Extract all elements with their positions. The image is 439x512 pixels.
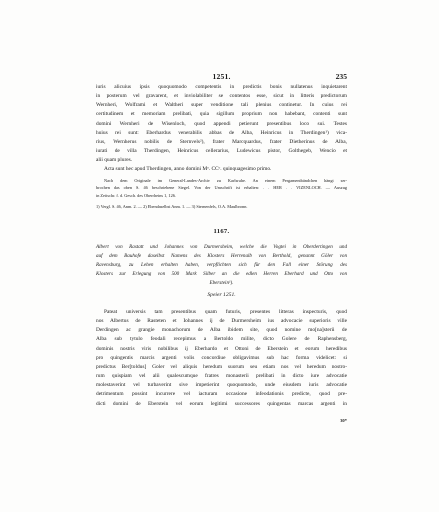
closing-line: Acta sunt hec apud Therdingen, anno domini Mᵒ. CCᵒ. quinquagesimo primo. <box>104 166 272 173</box>
text-line: molestaverint vel turbaverint sive impetierint quoquomodo, unde eiusdem iuris advocatie <box>96 382 347 389</box>
text-line: dicti domini de Eberstein vel eorum legitimi successores quingentas marcas argenti in <box>96 400 347 407</box>
source-note-text <box>96 177 347 199</box>
text-line: in posterum vel gravarent, et inviolabiliter se contentos esse, sicut in litteris predictorum <box>96 93 347 100</box>
text-line: predictus Ber[toldus] Goler vel aliquis heredum suorum seu etiam nos vel heredum nostro- <box>96 363 347 370</box>
page-number: 235 <box>335 72 347 81</box>
text-line: domini Wernheri de Wisenloch, quod appendi petierunt presentibus loco sui. Testes <box>96 120 347 127</box>
text-line: alii quam plures. <box>96 157 133 164</box>
note-line: brochen das oben S. 46 beschriebene Siegel. Von der Umschrift ist erhalten: . . HER . . VIZENLOCH. — Auszug <box>96 185 347 191</box>
text-line: Alba sub tytulo feodali recepimus a Bertoldo milite, dicto Golere de Raphensberg, <box>96 336 347 343</box>
charter-1167-text <box>96 308 347 409</box>
regest-text <box>96 243 347 288</box>
regest-line: Eberstein¹). <box>209 280 234 286</box>
text-line: huius rei sunt: Eberhardus venerabilis abbas de Alba, Heinricus in Therdingen¹) vica- <box>96 129 347 136</box>
source-note <box>96 177 347 199</box>
charter-1166-body <box>96 83 347 175</box>
charter-1166-text <box>96 83 347 175</box>
regest-line: Ravensburg, zu Lehen erhalten haben, verpflichten sich für den Fall einer Störung des <box>96 262 347 268</box>
signature-row <box>96 418 347 426</box>
page-header <box>96 72 347 82</box>
regest-line: auf dem Bauhofe daselbst Namens des Klosters Herrenalb von Berthold, genannt Göler von <box>96 253 347 259</box>
text-line: iuris alicuius ipsis quoquomodo competentis in predictis bonis nullatenus inquietarent <box>96 84 347 90</box>
regest-line: Albert von Rastatt und Johannes von Durmersheim, welche die Vogtei in Oberdertingen und <box>96 244 347 250</box>
text-line: nos Albertus de Rasteten et Iohannes ij de Durmersheim ius advocacie superioris ville <box>96 318 347 325</box>
footnotes-text: 1) Vergl. S. 46, Anm. 2. — 2) Ebendaselbst Anm. 1. — 3) Sternenfels, O.A. Maulbronn. <box>96 204 248 209</box>
text-line: rius, Wernherus nobilis de Sternvels²), frater Marcquardus, frater Dietherinus de Alba, <box>96 138 347 145</box>
regest-line: Klosters zur Erlegung von 500 Mark Silber an die edlen Herren Eberhard und Otto von <box>96 271 347 277</box>
text-line: Pateat universis tam presentibus quam futuris, presentes litteras inspecturis, quod <box>104 309 347 315</box>
text-line: rum quispiam vel alii qualescumque fratres monasterii prelibati in dicto iure advocatie <box>96 373 347 380</box>
text-line: iurati de villa Therdingen, Heinricus cellerarius, Ludewicus pistor, Golthegeb, Wencio et <box>96 148 347 155</box>
charter-1167-body <box>96 308 347 409</box>
text-line: Derdingen ac grangie monachorum de Alba ibidem site, quod nomine mo[na]sterii de <box>96 327 347 334</box>
note-line: Nach dem Originale im General-Landes-Archiv zu Karlsruhe. An einem Pergamentbändchen hängt ser- <box>104 178 347 183</box>
text-line: certitudinem et memoriam prelibati, quia sigillum proprium non habebant, contenti sunt <box>96 111 347 118</box>
text-line: Wernheri, Wolframi et Waltheri super venditione tali plenius continetur. In cuius rei <box>96 102 347 109</box>
text-line: detrimentum possint incurrere vel iacturam occasione infeodationis predicte, quod pre- <box>96 391 347 398</box>
running-head-year: 1251. <box>212 72 231 81</box>
note-line: in Zeitschr. f. d. Gesch. des Oberrheins 1, 126. <box>96 192 176 198</box>
footnotes-1166 <box>96 203 347 210</box>
dating-line: Speier 1251. <box>207 292 236 298</box>
text-line: pro quingentis marcis argenti volis concordiue obligavimus sub hac forma videlicet: si <box>96 354 347 361</box>
document-number: 1167. <box>213 228 230 235</box>
signature-mark: 30* <box>340 418 347 423</box>
text-line: dominis nostris viris nobilibus ij Eberhardo et Ottoni de Eberstein et eorum heredibus <box>96 345 347 352</box>
regest-1167 <box>96 243 347 288</box>
